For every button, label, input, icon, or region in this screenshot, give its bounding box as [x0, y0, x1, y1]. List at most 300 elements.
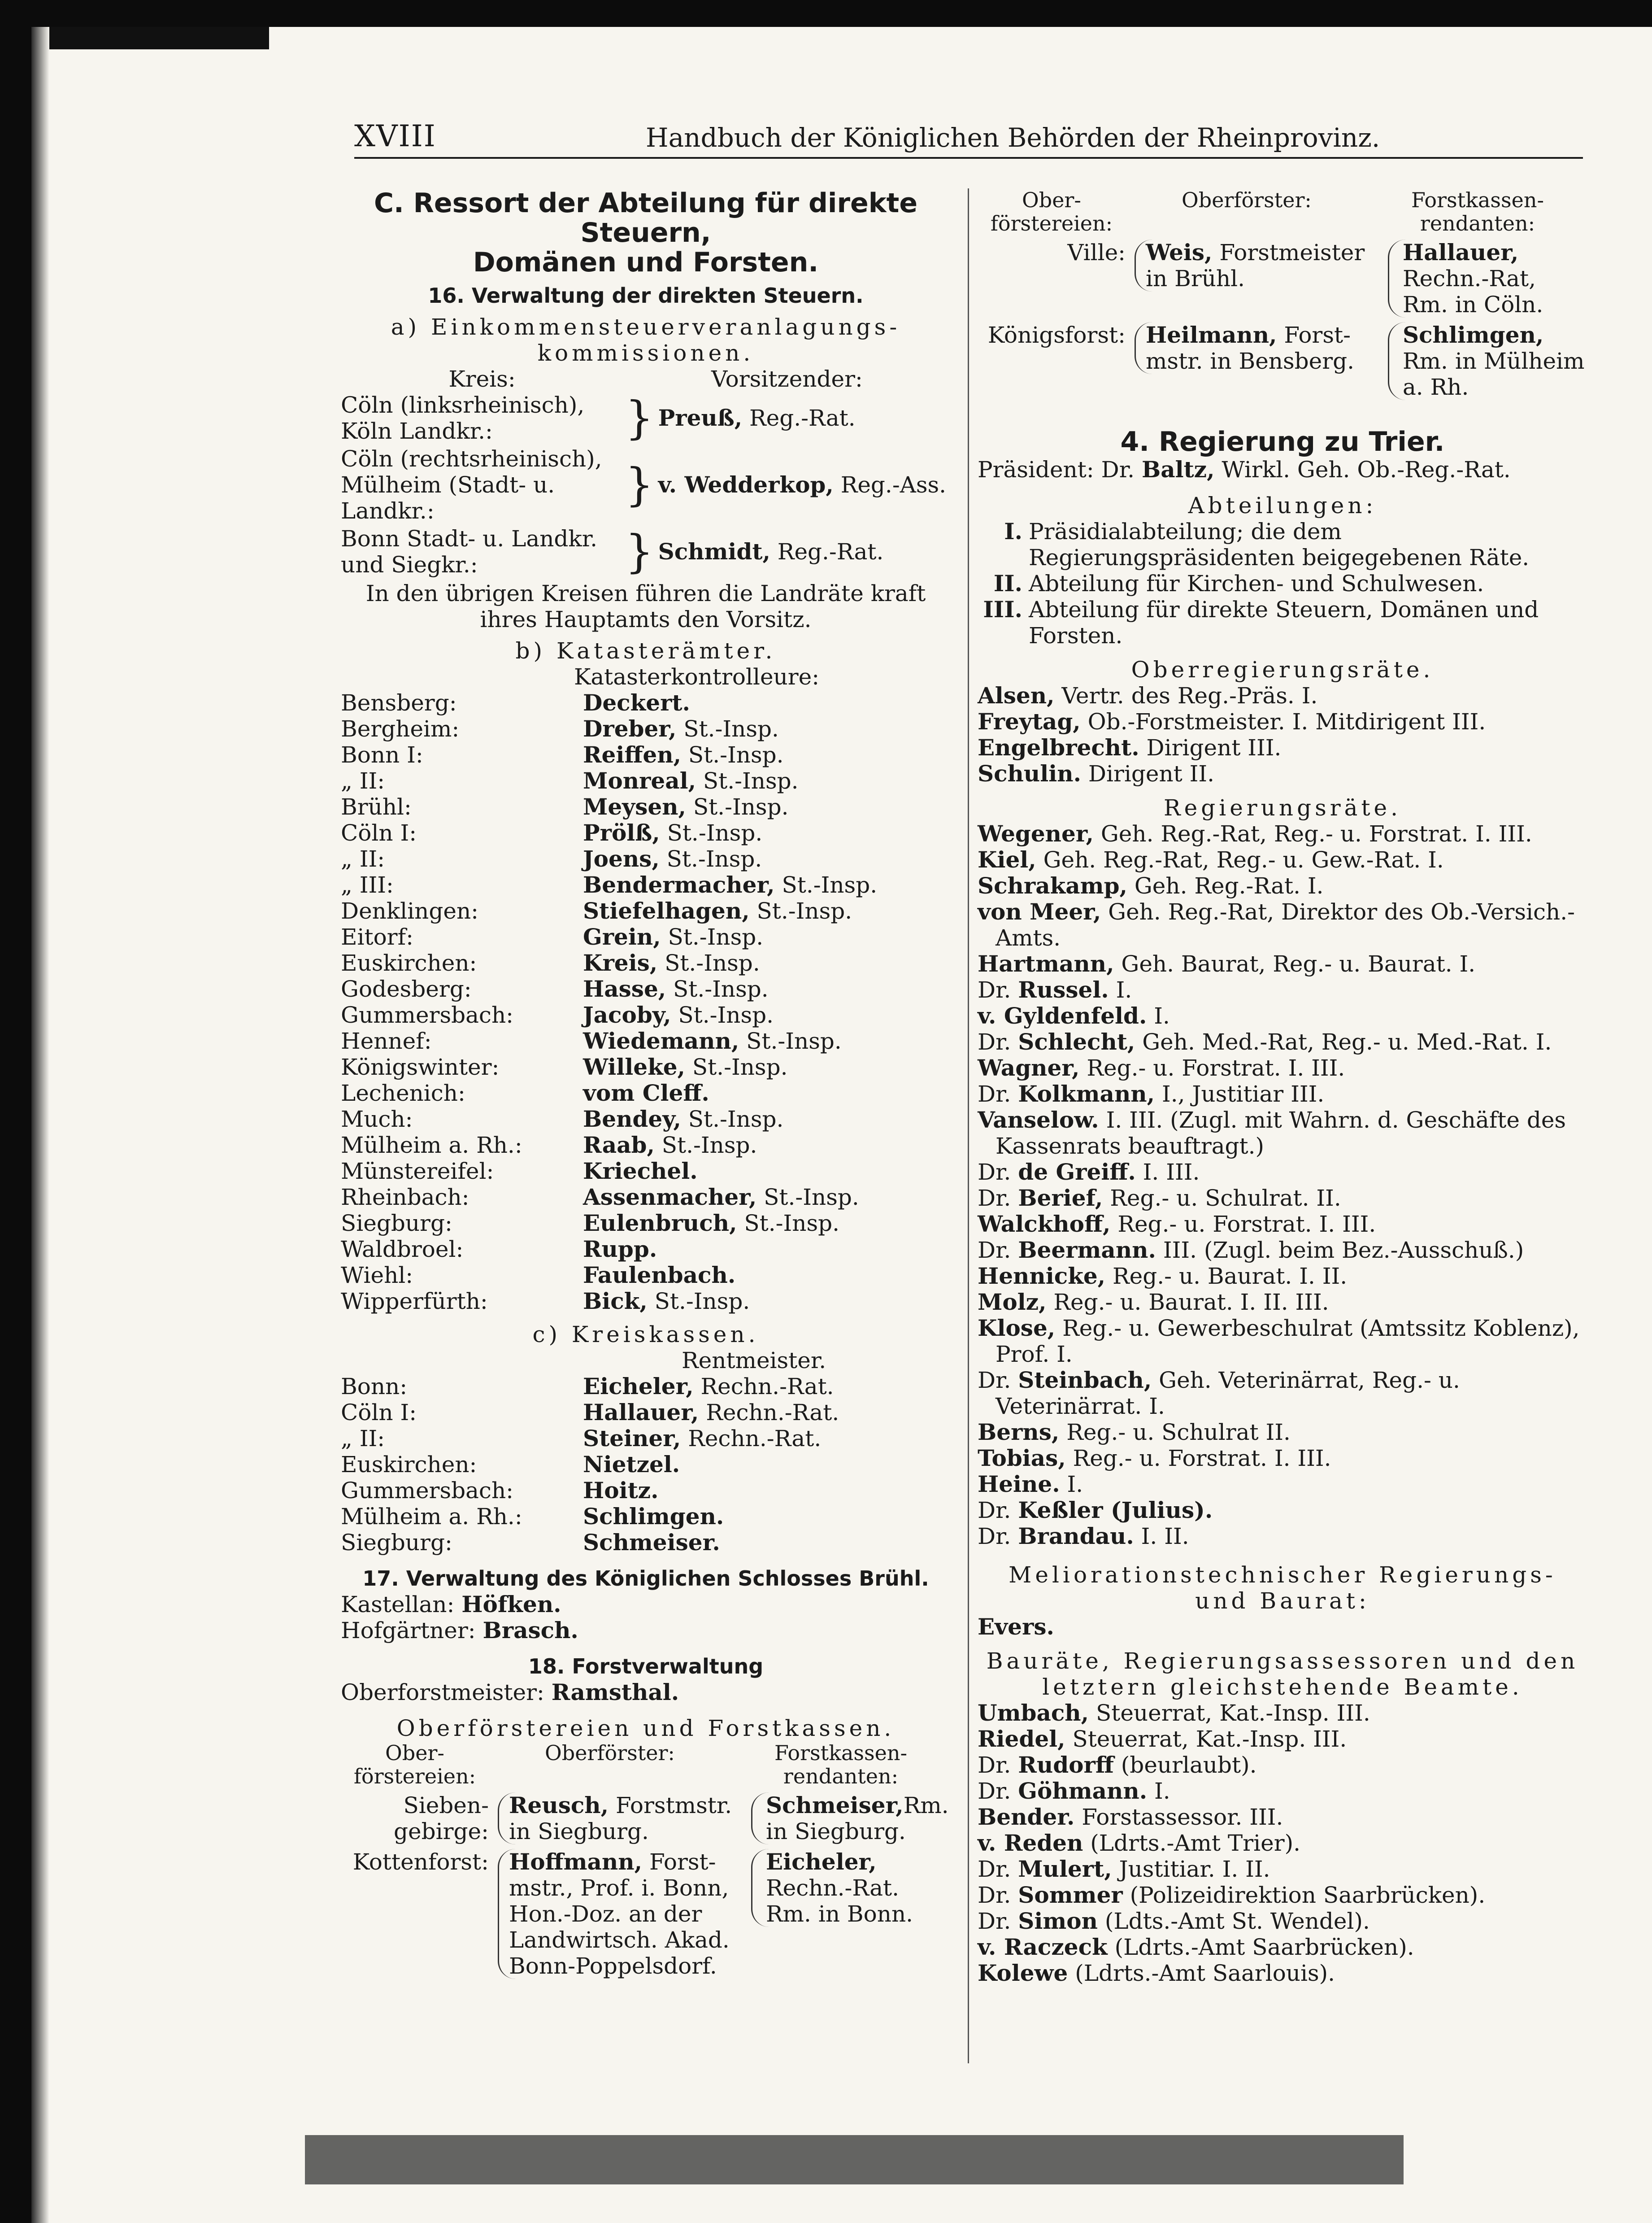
official	[583, 794, 951, 820]
person-title: Ob.-Forstmeister. I. Mitdirigent III.	[1080, 709, 1486, 735]
rendant-detail: Rechn.-Rat, Rm. in Cöln.	[1403, 266, 1543, 318]
list-row	[341, 1262, 951, 1288]
official	[583, 1054, 951, 1080]
official	[583, 820, 951, 846]
official-name: Bendermacher,	[583, 872, 775, 898]
heading-a-line-2: kommissionen.	[537, 340, 754, 366]
list-row	[341, 1210, 951, 1236]
person-title: Geh. Reg.-Rat, Direktor des Ob.-Versich.-Amts.	[996, 899, 1575, 951]
person-entry	[978, 1211, 1587, 1237]
person-entry	[978, 1185, 1587, 1211]
person-name: Göhmann.	[1018, 1778, 1148, 1804]
person-title: Steuerrat, Kat.-Insp. III.	[1065, 1726, 1347, 1752]
heading-a-line-1: a) Einkommensteuerveranlagungs-	[391, 314, 901, 340]
rendant-detail: Rechn.-Rat. Rm. in Bonn.	[766, 1875, 913, 1927]
list-row	[341, 924, 951, 950]
official-title: St.-Insp.	[696, 768, 799, 794]
person-entry	[978, 847, 1587, 873]
official	[583, 690, 951, 716]
brace-icon: }	[625, 525, 654, 578]
list-row	[341, 872, 951, 898]
official-title: St.-Insp.	[737, 1210, 840, 1236]
official-name: Eulenbruch,	[583, 1210, 737, 1236]
praesident-label: Präsident: Dr.	[978, 457, 1135, 483]
oberfoerster	[498, 1792, 751, 1844]
commission-row	[341, 446, 951, 524]
person-title: Reg.- u. Forstrat. I. III.	[1110, 1211, 1376, 1237]
oberforstmeister-name: Ramsthal.	[551, 1679, 679, 1705]
person-entry	[978, 1419, 1587, 1445]
official-title: St.-Insp.	[659, 846, 762, 872]
forst-col-oberfoerstereien: Ober-förstereien:	[990, 188, 1113, 235]
official	[583, 1504, 951, 1530]
place-label: Siegburg:	[341, 1210, 452, 1236]
person-prefix: Dr.	[978, 1081, 1018, 1107]
person-entry	[978, 1856, 1587, 1882]
official-title: St.-Insp.	[671, 1002, 774, 1028]
person-title: Geh. Veterinärrat, Reg.- u. Veterinärrat. I.	[996, 1367, 1460, 1419]
person-entry	[978, 977, 1587, 1003]
forst-col-oberfoerster: Oberförster:	[545, 1741, 675, 1765]
person-name: Brandau.	[1018, 1523, 1134, 1549]
rendant-name: Schlimgen,	[1403, 322, 1544, 348]
heading-regierungsraete: Regierungsräte.	[1163, 795, 1402, 821]
praesident-title: Wirkl. Geh. Ob.-Reg.-Rat.	[1214, 457, 1511, 483]
oberfoerster-detail: Forst-mstr. in Bensberg.	[1146, 322, 1355, 374]
person-entry	[978, 1778, 1587, 1804]
person-name: Mulert,	[1018, 1856, 1112, 1882]
person-entry	[978, 683, 1587, 709]
rendant-name: Eicheler,	[766, 1848, 877, 1875]
abteilung-row	[978, 597, 1587, 649]
place-label: Mülheim a. Rh.:	[341, 1504, 522, 1530]
official	[583, 924, 951, 950]
list-row	[341, 1478, 951, 1504]
heading-oberfoerstereien: Oberförstereien und Forstkassen.	[396, 1715, 895, 1741]
list-row	[341, 1106, 951, 1132]
person-entry	[978, 1315, 1587, 1367]
rendant-name: Hallauer,	[1403, 239, 1519, 266]
official-name: Kriechel.	[583, 1158, 698, 1184]
official-title: St.-Insp.	[676, 716, 779, 742]
person-name: Kiel,	[978, 846, 1036, 873]
official	[583, 1478, 951, 1504]
kataster-col-header: Katasterkontrolleure:	[574, 664, 820, 690]
official-title: St.-Insp.	[657, 950, 760, 976]
person-name: Kolkmann,	[1018, 1081, 1155, 1107]
official-name: Jacoby,	[583, 1002, 671, 1028]
person-prefix: Dr.	[978, 1882, 1018, 1908]
official-title: St.-Insp.	[686, 794, 789, 820]
person-title: (Ldrts.-Amt Saarbrücken).	[1107, 1934, 1414, 1960]
person-entry	[978, 1055, 1587, 1081]
forst-row	[341, 1792, 951, 1844]
person-prefix: Dr.	[978, 1856, 1018, 1882]
place-label: Cöln I:	[341, 820, 417, 846]
place-label: Hennef:	[341, 1028, 432, 1054]
kreis-line: Mülheim (Stadt- u.	[341, 472, 555, 498]
place-label: Euskirchen:	[341, 950, 477, 976]
commission-row	[341, 392, 951, 444]
oberforstmeister-label: Oberforstmeister:	[341, 1679, 544, 1705]
person-name: Russel.	[1018, 976, 1109, 1003]
list-row	[341, 1399, 951, 1425]
chair-title: Reg.-Ass.	[833, 472, 947, 498]
place-label: Godesberg:	[341, 976, 472, 1002]
person-name: Vanselow.	[978, 1107, 1099, 1133]
kastellan-line	[341, 1591, 951, 1617]
official	[583, 742, 951, 768]
rendant-detail: Rm. in Mülheim a. Rh.	[1403, 348, 1585, 400]
place-label: Gummersbach:	[341, 1002, 513, 1028]
person-prefix: Dr.	[978, 1778, 1018, 1804]
commission-column-headers	[341, 366, 951, 392]
person-prefix: Dr.	[978, 1752, 1018, 1778]
official	[583, 1132, 951, 1158]
list-row	[341, 1080, 951, 1106]
person-title: Dirigent III.	[1139, 735, 1282, 761]
person-title: Geh. Baurat, Reg.- u. Baurat. I.	[1114, 951, 1476, 977]
person-entry	[978, 1471, 1587, 1497]
list-row	[341, 1184, 951, 1210]
person-entry	[978, 1445, 1587, 1471]
place-label: Bonn I:	[341, 742, 423, 768]
forst-row	[978, 322, 1587, 400]
melioration-name: Evers.	[978, 1613, 1054, 1640]
kreis-line: Cöln (linksrheinisch),	[341, 392, 585, 418]
official-title: Rechn.-Rat.	[681, 1425, 822, 1451]
official-name: Bick,	[583, 1288, 648, 1314]
person-name: Beermann.	[1018, 1237, 1156, 1263]
person-prefix: Dr.	[978, 1029, 1018, 1055]
list-row	[341, 1530, 951, 1556]
oberfoerster-detail: Forstmstr. in Siegburg.	[509, 1792, 732, 1844]
person-title: Geh. Med.-Rat, Reg.- u. Med.-Rat. I.	[1135, 1029, 1552, 1055]
official-name: Eicheler,	[583, 1373, 694, 1399]
person-name: Engelbrecht.	[978, 734, 1139, 761]
official	[583, 1262, 951, 1288]
person-title: Reg.- u. Forstrat. I. III.	[1079, 1055, 1345, 1081]
person-entry	[978, 951, 1587, 977]
place-label: „ II:	[341, 768, 385, 794]
forst-table-left	[341, 1792, 951, 1979]
official	[583, 1080, 951, 1106]
abteilung-text: Abteilung für Kirchen- und Schulwesen.	[1029, 571, 1484, 597]
person-title: Geh. Reg.-Rat, Reg.- u. Gew.-Rat. I.	[1036, 847, 1444, 873]
commission-kreis	[341, 446, 623, 524]
place-label: Königswinter:	[341, 1054, 500, 1080]
rendant-name: Schmeiser,	[766, 1792, 904, 1818]
official-title: St.-Insp.	[654, 1132, 757, 1158]
hofgaertner-label: Hofgärtner:	[341, 1617, 476, 1643]
official-title: Rechn.-Rat.	[693, 1373, 834, 1399]
official-title: St.-Insp.	[756, 1184, 859, 1210]
official	[583, 716, 951, 742]
person-title: Vertr. des Reg.-Präs. I.	[1054, 683, 1318, 709]
place-label: Wiehl:	[341, 1262, 413, 1288]
place-label: „ II:	[341, 1425, 385, 1451]
person-title: III. (Zugl. beim Bez.-Ausschuß.)	[1156, 1237, 1524, 1263]
list-row	[341, 846, 951, 872]
kastellan-label: Kastellan:	[341, 1591, 455, 1617]
person-title: Reg.- u. Gewerbeschulrat (Amtssitz Koblenz), Prof. I.	[996, 1315, 1580, 1367]
commission-row	[341, 526, 951, 578]
person-name: v. Raczeck	[978, 1934, 1108, 1960]
official	[583, 846, 951, 872]
kastellan-name: Höfken.	[461, 1591, 561, 1617]
abteilung-row	[978, 519, 1587, 571]
place-label: Denklingen:	[341, 898, 479, 924]
list-row	[341, 794, 951, 820]
oberfoerster	[1135, 240, 1388, 292]
list-row	[341, 820, 951, 846]
oberfoersterei-name: Königsforst:	[987, 322, 1126, 348]
place-label: Mülheim a. Rh.:	[341, 1132, 522, 1158]
commission-kreis	[341, 526, 623, 578]
heading-regierung-trier: 4. Regierung zu Trier.	[1120, 426, 1445, 458]
oberfoersterei-name: Ville:	[1067, 240, 1126, 266]
list-row	[341, 1451, 951, 1478]
person-entry	[978, 1497, 1587, 1523]
kreis-line: Bonn Stadt- u. Landkr.	[341, 526, 597, 552]
kassen-list	[341, 1373, 951, 1556]
person-entry	[978, 1752, 1587, 1778]
official-name: Meysen,	[583, 793, 686, 820]
heading-18: 18. Forstverwaltung	[528, 1654, 764, 1678]
official-name: Monreal,	[583, 767, 696, 794]
praesident-line	[978, 457, 1587, 483]
right-column	[978, 188, 1587, 1986]
person-title: I.	[1147, 1003, 1170, 1029]
heading-bauraete: Bauräte, Regierungsassessoren und den letztern gleichstehende Beamte.	[986, 1648, 1579, 1700]
place-label: Bergheim:	[341, 716, 460, 742]
chair-title: Reg.-Rat.	[742, 405, 856, 431]
person-entry	[978, 1726, 1587, 1752]
person-name: Schrakamp,	[978, 872, 1127, 899]
list-row	[341, 1028, 951, 1054]
person-entry	[978, 1003, 1587, 1029]
section-title	[341, 188, 951, 277]
heading-oberregierungsraete: Oberregierungsräte.	[1131, 657, 1434, 683]
commission-chair	[658, 405, 951, 431]
list-row	[341, 1054, 951, 1080]
official-name: Deckert.	[583, 689, 690, 716]
list-row	[341, 690, 951, 716]
oberfoerster-detail: Forst-mstr., Prof. i. Bonn, Hon.-Doz. an der Landwirtsch. Akad. Bonn-Poppelsdorf.	[509, 1849, 730, 1979]
list-row	[341, 1373, 951, 1399]
place-label: Rheinbach:	[341, 1184, 470, 1210]
official	[583, 1451, 951, 1478]
oberfoersterei-name: Sieben-gebirge:	[394, 1792, 489, 1844]
heading-meliorationstechnischer: Meliorationstechnischer Regierungs- und Baurat:	[1009, 1562, 1556, 1614]
place-label: „ III:	[341, 872, 394, 898]
official-name: Nietzel.	[583, 1451, 680, 1478]
official	[583, 1184, 951, 1210]
official-name: Joens,	[583, 846, 660, 872]
place-label: Eitorf:	[341, 924, 413, 950]
place-label: Euskirchen:	[341, 1451, 477, 1478]
oberfoerster	[1135, 322, 1388, 374]
commission-list	[341, 392, 951, 578]
forst-row	[341, 1849, 951, 1979]
forst-table-header-left	[341, 1741, 951, 1788]
list-row	[341, 898, 951, 924]
official-title: St.-Insp.	[774, 872, 878, 898]
list-row	[341, 1132, 951, 1158]
forst-col-rendanten: Forstkassen-rendanten:	[774, 1741, 908, 1788]
person-name: Walckhoff,	[978, 1211, 1111, 1237]
person-name: Berns,	[978, 1419, 1060, 1445]
person-name: Kolewe	[978, 1960, 1068, 1986]
person-name: Freytag,	[978, 708, 1081, 735]
praesident-name: Baltz,	[1141, 456, 1215, 483]
person-name: Hartmann,	[978, 950, 1114, 977]
person-entry	[978, 1908, 1587, 1934]
abteilungen-list	[978, 519, 1587, 649]
forst-table-header-right	[978, 188, 1587, 235]
person-name: Umbach,	[978, 1700, 1089, 1726]
person-title: I.	[1109, 977, 1132, 1003]
official-title: St.-Insp.	[749, 898, 852, 924]
heading-c: c) Kreiskassen.	[532, 1321, 759, 1347]
person-name: Klose,	[978, 1315, 1056, 1341]
heading-16: 16. Verwaltung der direkten Steuern.	[428, 283, 864, 308]
person-name: Schlecht,	[1018, 1029, 1135, 1055]
heading-b: b) Katasterämter.	[515, 638, 776, 664]
person-title: Reg.- u. Forstrat. I. III.	[1065, 1445, 1331, 1471]
person-name: v. Gyldenfeld.	[978, 1003, 1147, 1029]
person-entry	[978, 1289, 1587, 1315]
place-label: Münstereifel:	[341, 1158, 494, 1184]
person-name: Berief,	[1018, 1185, 1103, 1211]
person-name: von Meer,	[978, 898, 1101, 925]
column-divider	[968, 188, 969, 2063]
abteilung-number: III.	[983, 596, 1022, 623]
person-name: Riedel,	[978, 1726, 1065, 1752]
official-name: Reiffen,	[583, 741, 681, 768]
chair-name: v. Wedderkop,	[658, 471, 834, 498]
person-name: Wegener,	[978, 820, 1094, 847]
oberfoerster-name: Weis,	[1146, 239, 1213, 266]
official	[583, 1002, 951, 1028]
list-row	[341, 768, 951, 794]
person-name: Simon	[1018, 1908, 1098, 1934]
abteilung-text: Abteilung für direkte Steuern, Domänen und Forsten.	[1029, 597, 1539, 649]
official	[583, 1236, 951, 1262]
person-entry	[978, 1700, 1587, 1726]
place-label: Bonn:	[341, 1373, 408, 1399]
official-name: Willeke,	[583, 1054, 685, 1080]
regierungsraete-list	[978, 821, 1587, 1549]
col-kreis: Kreis:	[448, 366, 516, 392]
rendant	[1388, 240, 1587, 318]
person-name: Bender.	[978, 1804, 1075, 1830]
official-name: Raab,	[583, 1132, 655, 1158]
oberfoerster	[498, 1849, 751, 1979]
person-entry	[978, 899, 1587, 951]
list-row	[341, 716, 951, 742]
person-entry	[978, 761, 1587, 787]
section-title-line-2: Domänen und Forsten.	[473, 247, 819, 278]
person-entry	[978, 873, 1587, 899]
list-row	[341, 1236, 951, 1262]
official	[583, 898, 951, 924]
list-row	[341, 1158, 951, 1184]
person-name: Hennicke,	[978, 1263, 1106, 1289]
section-title-line-1: C. Ressort der Abteilung für direkte Steuern,	[374, 187, 918, 248]
official-title: St.-Insp.	[681, 742, 784, 768]
person-name: Heine.	[978, 1471, 1060, 1497]
official-title: Rechn.-Rat.	[699, 1399, 839, 1425]
oberfoerster-name: Heilmann,	[1146, 322, 1277, 348]
place-label: Siegburg:	[341, 1530, 452, 1556]
forst-table-right	[978, 240, 1587, 400]
person-prefix: Dr.	[978, 1185, 1018, 1211]
place-label: „ II:	[341, 846, 385, 872]
page-number: XVIII	[354, 119, 436, 153]
official-name: Wiedemann,	[583, 1028, 739, 1054]
person-title: Reg.- u. Schulrat II.	[1059, 1419, 1291, 1445]
person-title: I. III.	[1135, 1159, 1200, 1185]
official	[583, 1028, 951, 1054]
person-name: Alsen,	[978, 682, 1055, 709]
official-name: Schmeiser.	[583, 1529, 720, 1556]
kreis-line: Cöln (rechtsrheinisch),	[341, 446, 602, 472]
person-entry	[978, 1237, 1587, 1263]
place-label: Brühl:	[341, 794, 412, 820]
official	[583, 1399, 951, 1425]
official-title: St.-Insp.	[681, 1106, 784, 1132]
official-name: Steiner,	[583, 1425, 681, 1451]
person-prefix: Dr.	[978, 1159, 1018, 1185]
official-name: Stiefelhagen,	[583, 898, 750, 924]
official-title: St.-Insp.	[661, 924, 764, 950]
list-row	[341, 742, 951, 768]
official-name: Grein,	[583, 924, 661, 950]
person-entry	[978, 1523, 1587, 1549]
person-name: Molz,	[978, 1289, 1047, 1315]
official	[583, 1288, 951, 1314]
bauraete-list	[978, 1700, 1587, 1986]
kassen-col-header: Rentmeister.	[682, 1347, 826, 1373]
forst-col-oberfoerstereien: Ober-förstereien:	[353, 1741, 476, 1788]
person-entry	[978, 1107, 1587, 1159]
person-entry	[978, 1081, 1587, 1107]
oberfoerster-detail: Forstmeister in Brühl.	[1146, 240, 1365, 292]
oberforstmeister-line	[341, 1679, 951, 1705]
col-vorsitzender: Vorsitzender:	[711, 366, 863, 392]
official	[583, 950, 951, 976]
official-title: St.-Insp.	[685, 1054, 788, 1080]
person-entry	[978, 1367, 1587, 1419]
kreis-line: Landkr.:	[341, 498, 435, 524]
place-label: Bensberg:	[341, 690, 457, 716]
list-row	[341, 1288, 951, 1314]
person-name: Schulin.	[978, 760, 1082, 787]
person-name: Wagner,	[978, 1055, 1080, 1081]
official	[583, 1158, 951, 1184]
oberfoerster-name: Reusch,	[509, 1792, 609, 1818]
person-title: Justitiar. I. II.	[1112, 1856, 1270, 1882]
person-prefix: Dr.	[978, 977, 1018, 1003]
abteilung-text: Präsidialabteilung; die dem Regierungspräsidenten beigegebenen Räte.	[1029, 519, 1530, 571]
person-title: (Polizeidirektion Saarbrücken).	[1122, 1882, 1486, 1908]
person-prefix: Dr.	[978, 1497, 1018, 1523]
hofgaertner-line	[341, 1617, 951, 1643]
forst-col-rendanten: Forstkassen-rendanten:	[1411, 188, 1544, 235]
person-prefix: Dr.	[978, 1237, 1018, 1263]
person-title: Reg.- u. Schulrat. II.	[1103, 1185, 1341, 1211]
